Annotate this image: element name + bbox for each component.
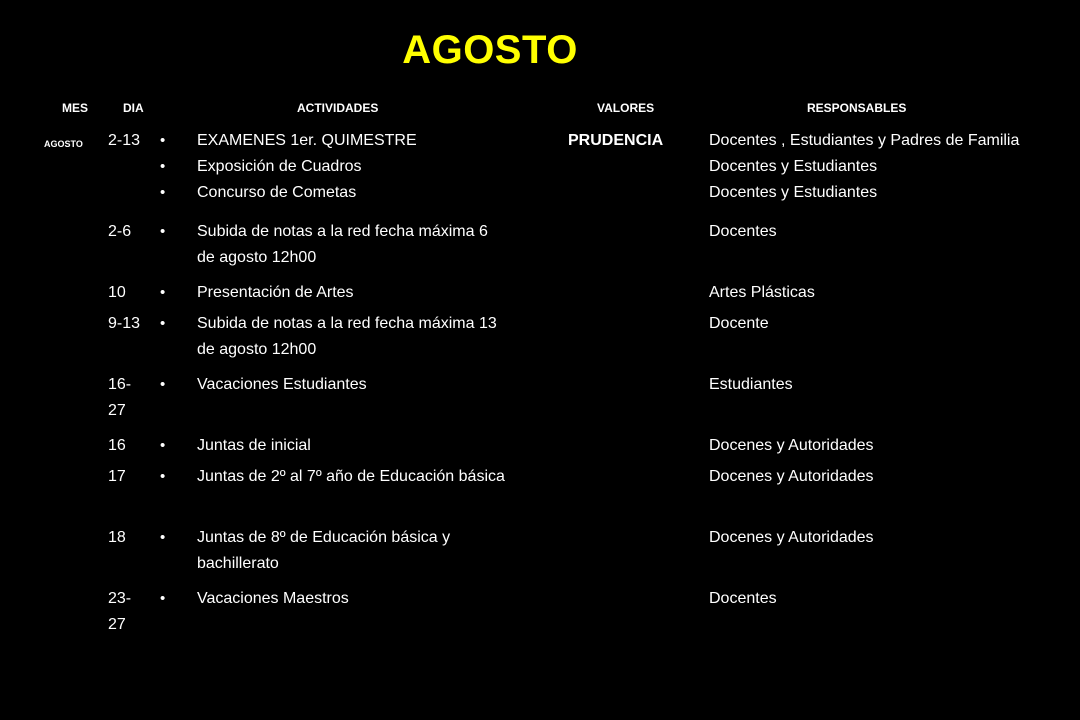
actividad-cell: Vacaciones Estudiantes xyxy=(197,376,367,393)
header-valores: VALORES xyxy=(597,101,655,115)
bullet-icon: • xyxy=(160,590,166,607)
responsable-cell: Docentes y Estudiantes xyxy=(709,184,878,201)
header-actividades: ACTIVIDADES xyxy=(297,101,379,115)
actividad-cell: de agosto 12h00 xyxy=(197,341,317,358)
dia-cell: 2-13 xyxy=(108,132,141,149)
responsable-cell: Artes Plásticas xyxy=(709,284,815,301)
responsable-cell: Docenes y Autoridades xyxy=(709,529,874,546)
bullet-icon: • xyxy=(160,158,166,175)
responsable-cell: Docenes y Autoridades xyxy=(709,437,874,454)
header-mes: MES xyxy=(62,101,89,115)
dia-cell: 18 xyxy=(108,529,126,546)
responsable-cell: Docente xyxy=(709,315,769,332)
bullet-icon: • xyxy=(160,376,166,393)
actividad-cell: Subida de notas a la red fecha máxima 6 xyxy=(197,223,488,240)
actividad-cell: EXAMENES 1er. QUIMESTRE xyxy=(197,132,417,149)
actividad-cell: bachillerato xyxy=(197,555,279,572)
bullet-icon: • xyxy=(160,468,166,485)
bullet-icon: • xyxy=(160,132,166,149)
bullet-icon: • xyxy=(160,529,166,546)
header-responsables: RESPONSABLES xyxy=(807,101,907,115)
actividad-cell: Juntas de inicial xyxy=(197,437,311,454)
actividad-cell: Juntas de 8º de Educación básica y xyxy=(197,529,451,546)
dia-cell: 2-6 xyxy=(108,223,132,240)
actividad-cell: Concurso de Cometas xyxy=(197,184,357,201)
dia-cell: 9-13 xyxy=(108,315,141,332)
responsable-cell: Docentes xyxy=(709,223,777,240)
actividad-cell: Presentación de Artes xyxy=(197,284,354,301)
dia-cell: 23- xyxy=(108,590,132,607)
bullet-icon: • xyxy=(160,223,166,240)
dia-cell: 27 xyxy=(108,616,126,633)
dia-cell: 27 xyxy=(108,402,126,419)
dia-cell: 10 xyxy=(108,284,126,301)
valor-cell: PRUDENCIA xyxy=(568,132,664,149)
responsable-cell: Docenes y Autoridades xyxy=(709,468,874,485)
header-dia: DIA xyxy=(123,101,144,115)
actividad-cell: de agosto 12h00 xyxy=(197,249,317,266)
actividad-cell: Exposición de Cuadros xyxy=(197,158,362,175)
actividad-cell: Juntas de 2º al 7º año de Educación básica xyxy=(197,468,505,485)
mes-cell: AGOSTO xyxy=(44,139,83,149)
responsable-cell: Estudiantes xyxy=(709,376,793,393)
bullet-icon: • xyxy=(160,315,166,332)
responsable-cell: Docentes xyxy=(709,590,777,607)
dia-cell: 16 xyxy=(108,437,126,454)
bullet-icon: • xyxy=(160,184,166,201)
bullet-icon: • xyxy=(160,437,166,454)
actividad-cell: Subida de notas a la red fecha máxima 13 xyxy=(197,315,497,332)
dia-cell: 16- xyxy=(108,376,132,393)
dia-cell: 17 xyxy=(108,468,126,485)
responsable-cell: Docentes , Estudiantes y Padres de Familia xyxy=(709,132,1020,149)
responsable-cell: Docentes y Estudiantes xyxy=(709,158,878,175)
actividad-cell: Vacaciones Maestros xyxy=(197,590,349,607)
bullet-icon: • xyxy=(160,284,166,301)
page-title: AGOSTO xyxy=(402,28,578,72)
